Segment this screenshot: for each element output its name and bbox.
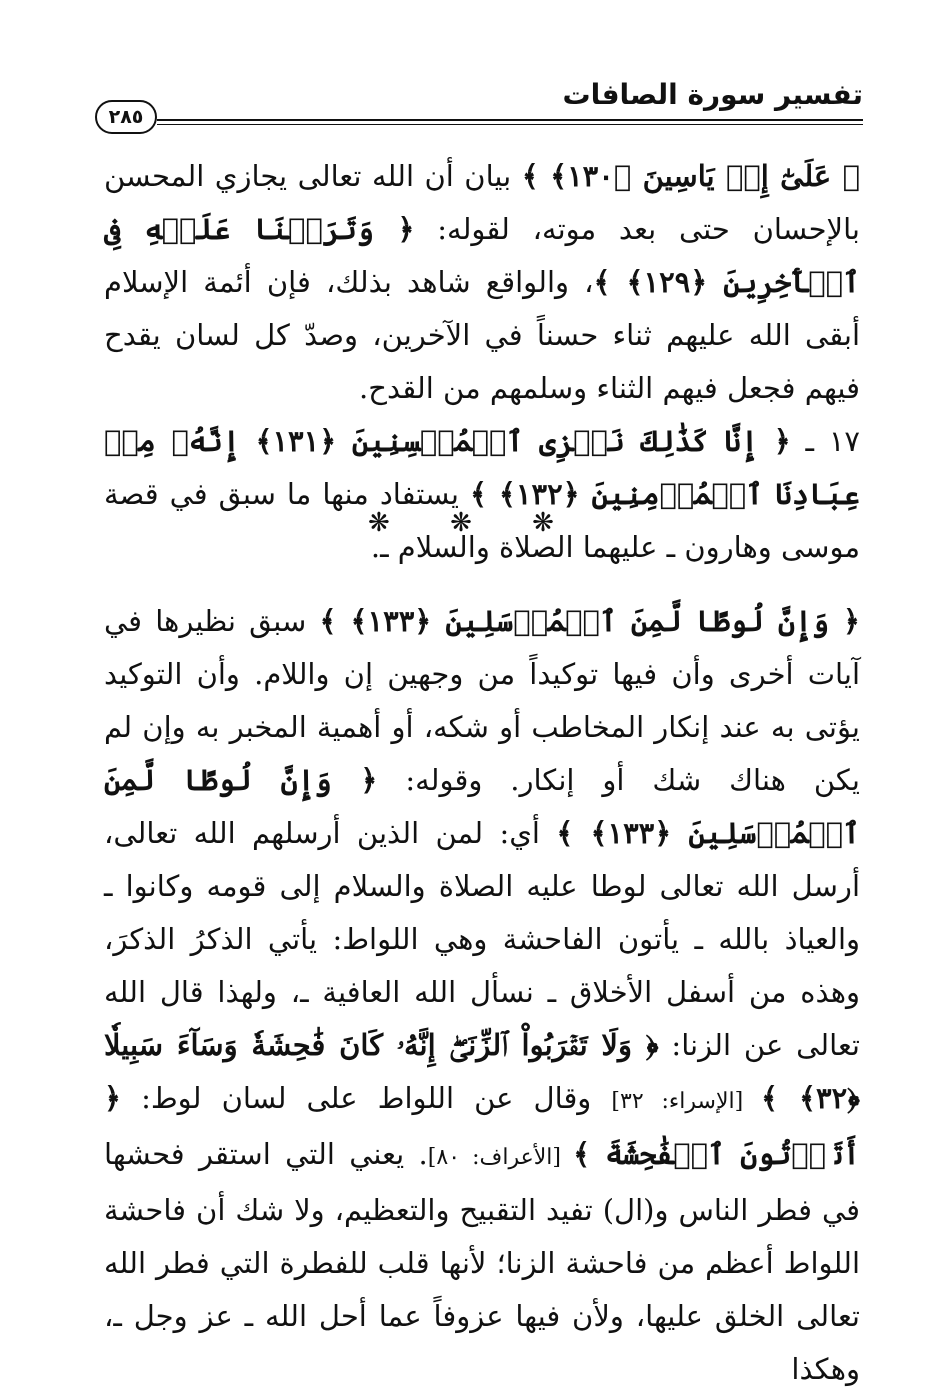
header-rule-thin xyxy=(157,124,863,125)
paragraph-3 xyxy=(104,595,860,1396)
quran-verse: ﴿ وَإِنَّ لُوطًا لَّمِنَ ٱلۡمُرۡسَلِينَ ﴿١٣٣﴾ ﴾ xyxy=(104,763,860,850)
quran-verse: ﴿ وَلَا تَقۡرَبُواْ ٱلزِّنَىٰٓۖ إِنَّهُۥ كَانَ فَٰحِشَةٗ وَسَآءَ سَبِيلٗا ﴿٣٢﴾ ﴾ xyxy=(104,1028,861,1115)
header-rule xyxy=(157,119,863,121)
commentary-text: . يعني التي استقر فحشها في فطر الناس و(ال) تفيد التقبيح والتعظيم، ولا شك أن فاحشة اللواط أعظم من فاحشة الزنا؛ لأنها قلب للفطرة التي فطر الله تعالى الخلق عليها، ولأن فيها عزوفاً عما أحل الله ـ عز وجل ـ، وهكذا xyxy=(104,1137,860,1386)
paragraph-2 xyxy=(104,415,860,574)
commentary-text: سبق نظيرها في آيات أخرى وأن فيها توكيداً من وجهين إن واللام. وأن التوكيد يؤتى به عند إنكار المخاطب أو شكه، أو أهمية المخبر به وإن لم يكن هناك شك أو إنكار. وقوله: xyxy=(104,604,861,797)
quran-verse: ﴿ أَتَأۡتُونَ ٱلۡفَٰحِشَةَ ﴾ xyxy=(104,1081,861,1171)
point-number: ١٧ ـ xyxy=(790,424,860,458)
quran-verse: ﴿ إِنَّا كَذَٰلِكَ نَجۡزِى ٱلۡمُحۡسِنِينَ ﴿١٣١﴾ إِنَّهُۥ مِنۡ عِبَادِنَا ٱلۡمُؤۡمِنِينَ ﴿١٣٢﴾ ﴾ xyxy=(104,424,860,511)
commentary-text: أي: لمن الذين أرسلهم الله تعالى، أرسل الله تعالى لوطا عليه الصلاة والسلام إلى قومه وكانوا ـ والعياذ بالله ـ يأتون الفاحشة وهي اللواط: يأتي الذكرُ الذكرَ، وهذه من أسفل الأخلاق ـ نسأل الله العافية ـ، ولهذا قال الله تعالى عن الزنا: xyxy=(104,816,861,1062)
quran-verse: ﴿ وَإِنَّ لُوطًا لَّمِنَ ٱلۡمُرۡسَلِينَ ﴿١٣٣﴾ ﴾ xyxy=(319,604,860,638)
section-2 xyxy=(104,595,860,1396)
commentary-text: يستفاد منها ما سبق في قصة موسى وهارون ـ عليهما الصلاة والسلام ـ. xyxy=(104,477,860,564)
running-title: تفسير سورة الصافات xyxy=(562,78,863,111)
paragraph-1 xyxy=(104,150,860,415)
page-header xyxy=(95,78,863,130)
commentary-text: بيان أن الله تعالى يجازي المحسن بالإحسان حتى بعد موته، لقوله: xyxy=(104,159,860,246)
citation: [الإسراء: ٣٢] xyxy=(611,1089,762,1114)
quran-verse: ﴿ عَلَىٰٓ إِلۡ يَاسِينَ ﴿١٣٠﴾ ﴾ xyxy=(521,159,860,193)
commentary-text: وقال عن اللواط على لسان لوط: xyxy=(121,1081,612,1115)
section-separator: ❋ ❋ ❋ xyxy=(368,508,580,538)
quran-verse: ﴿ وَتَرَكۡنَا عَلَيۡهِ فِى ٱلۡأٓخِرِينَ ﴿١٢٩﴾ ﴾ xyxy=(104,212,860,299)
citation: [الأعراف: ٨٠] xyxy=(427,1145,574,1170)
page-number: ٢٨٥ xyxy=(95,100,157,134)
commentary-text: ، والواقع شاهد بذلك، فإن أئمة الإسلام أبقى الله عليهم ثناء حسناً في الآخرين، وصدّ كل لسان يقدح فيهم فجعل فيهم الثناء وسلمهم من القدح. xyxy=(104,265,860,405)
